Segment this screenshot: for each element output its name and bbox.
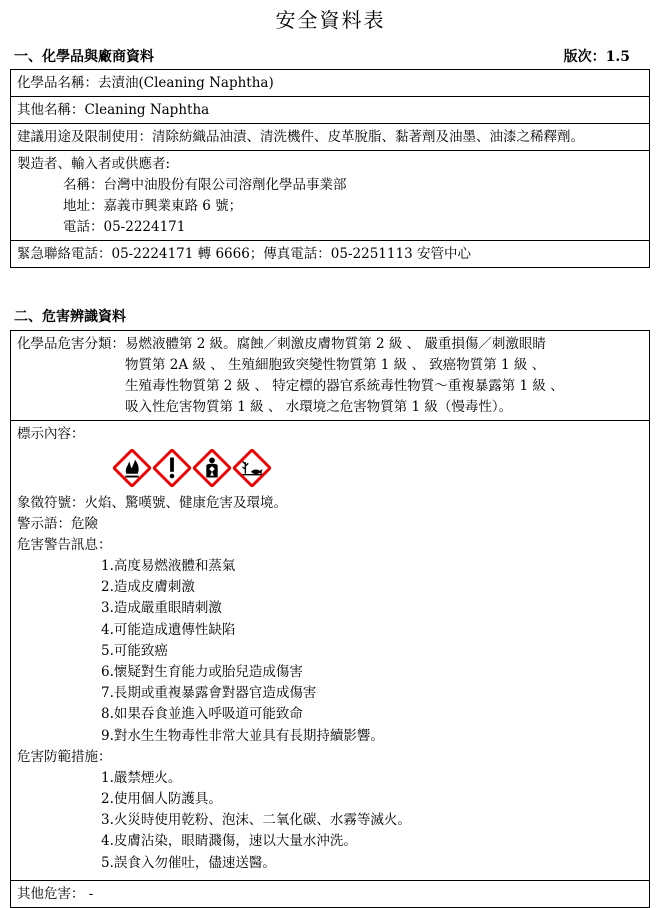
classification-text — [125, 334, 643, 418]
pictogram-row — [113, 449, 643, 489]
supplier-address: 地址：嘉義市興業東路 6 號； — [63, 198, 243, 214]
supplier-phone: 電話：05-2224171 — [63, 219, 186, 235]
classification-cell — [11, 331, 650, 421]
health-hazard-icon — [193, 449, 231, 487]
hazard-statements-label: 危害警告訊息： — [17, 537, 112, 553]
environment-icon — [233, 449, 271, 487]
label-elements-label: 標示內容： — [17, 426, 85, 442]
list-item: 1.高度易燃液體和蒸氣 — [101, 558, 236, 574]
usage-text: 清除紡織品油漬、清洗機件、皮革脫脂、黏著劑及油墨、油漆之稀釋劑。 — [152, 129, 584, 145]
supplier-label: 製造者、輸入者或供應者: — [17, 156, 171, 172]
emergency-contact: 緊急聯絡電話：05-2224171 轉 6666；傳真電話：05-2251113 安管中心 — [11, 241, 650, 268]
section1-heading-row — [14, 46, 648, 66]
list-item: 7.長期或重複暴露會對器官造成傷害 — [101, 685, 317, 702]
list-item: 8.如果吞食並進入呼吸道可能致命 — [101, 706, 303, 723]
symbols-text: 象徵符號：火焰、驚嘆號、健康危害及環境。 — [17, 495, 287, 511]
precautions-label: 危害防範措施： — [17, 748, 112, 765]
section2-table — [10, 330, 650, 908]
list-item: 4.可能造成遺傳性缺陷 — [101, 621, 236, 638]
flame-icon — [113, 449, 151, 487]
list-item: 3.火災時使用乾粉、泡沫、二氧化碳、水霧等滅火。 — [101, 812, 411, 829]
section1-table — [10, 69, 650, 268]
other-name: 其他名稱：Cleaning Naphtha — [11, 97, 650, 124]
list-item: 6.懷疑對生育能力或胎兒造成傷害 — [101, 664, 303, 681]
version-label: 版次：1.5 — [563, 49, 630, 65]
classification-line: 物質第 2A 級 、 生殖細胞致突變性物質第 1 級 、 致癌物質第 1 級 、 — [125, 357, 546, 373]
list-item: 2.造成皮膚刺激 — [101, 579, 195, 596]
classification-line: 生殖毒性物質第 2 級 、 特定標的器官系統毒性物質～重複暴露第 1 級 、 — [125, 378, 564, 394]
section2-heading: 二、危害辨識資料 — [14, 309, 126, 325]
list-item: 5.誤食入勿催吐，儘速送醫。 — [101, 854, 276, 871]
section1-heading: 一、化學品與廠商資料 — [14, 49, 154, 65]
usage-cell — [11, 124, 650, 151]
list-item: 3.造成嚴重眼睛刺激 — [101, 600, 222, 617]
signal-word: 警示語：危險 — [17, 516, 98, 532]
list-item: 1.嚴禁煙火。 — [101, 769, 182, 786]
exclamation-icon — [153, 449, 191, 487]
other-hazards: 其他危害： - — [11, 880, 650, 907]
product-name: 化學品名稱：去漬油(Cleaning Naphtha) — [11, 70, 650, 97]
list-item: 2.使用個人防護具。 — [101, 791, 222, 808]
page-title: 安全資料表 — [275, 8, 386, 32]
list-item: 9.對水生生物毒性非常大並具有長期持續影響。 — [101, 727, 384, 744]
label-elements-cell — [11, 421, 650, 881]
list-item: 4.皮膚沾染，眼睛濺傷，速以大量水沖洗。 — [101, 833, 357, 850]
classification-line: 吸入性危害物質第 1 級 、 水環境之危害物質第 1 級（慢毒性）。 — [125, 399, 513, 415]
supplier-cell — [11, 151, 650, 241]
hazard-statements-list — [17, 556, 643, 747]
precautions-list — [17, 768, 643, 874]
supplier-name: 名稱：台灣中油股份有限公司溶劑化學品事業部 — [63, 177, 347, 193]
classification-line: 易燃液體第 2 級。腐蝕／刺激皮膚物質第 2 級 、 嚴重損傷／刺激眼睛 — [125, 336, 546, 352]
classification-label: 化學品危害分類： — [17, 336, 125, 352]
list-item: 5.可能致癌 — [101, 642, 168, 659]
usage-label: 建議用途及限制使用： — [17, 129, 152, 145]
